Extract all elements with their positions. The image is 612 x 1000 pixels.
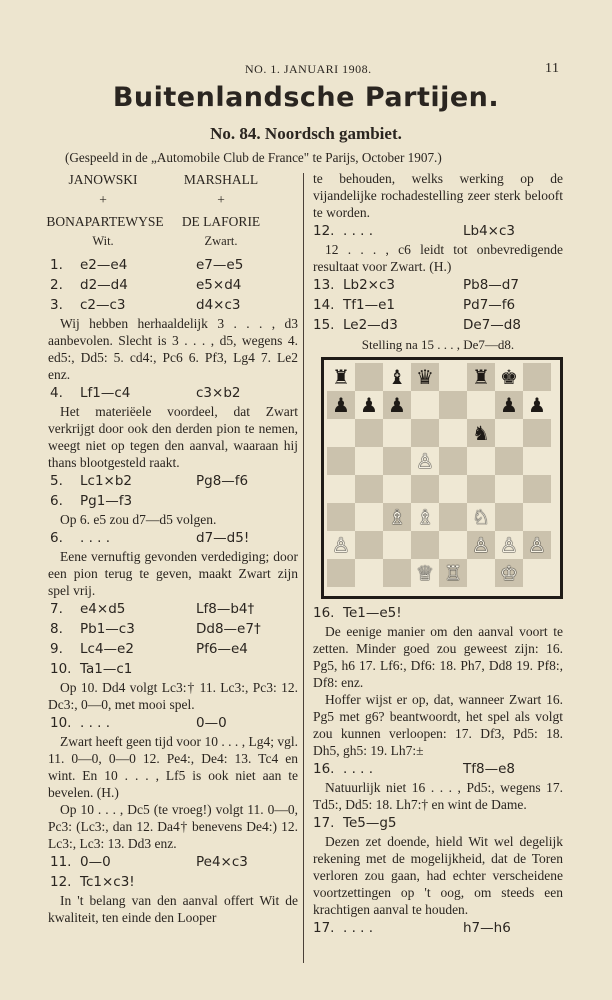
commentary-paragraph: Op 10 . . . , Dc5 (te vroeg!) volgt 11. 0—0, Pc3: (Lc3:, dan 12. Da4† benevens De4:) 12. Lc3:, Lc3: 13. Dd3 enz. [48, 802, 298, 851]
board-square [383, 559, 411, 587]
commentary-paragraph: Eene vernuftig gevonden verdediging; door een pion terug te geven, maakt Zwart zijn spel vrij. [48, 549, 298, 598]
move-row [48, 255, 298, 275]
board-square [383, 363, 411, 391]
commentary-paragraph: te behouden, welks werking op de vijandelijke rochadestelling zeer sterk belooft te worden. [313, 171, 563, 220]
move-number: 12. [50, 874, 72, 890]
board-square [411, 447, 439, 475]
white-move: . . . . [343, 920, 374, 936]
board-square [467, 363, 495, 391]
move-row [313, 295, 563, 315]
white-move: d2—d4 [80, 277, 128, 293]
white-move: Tf1—e1 [343, 297, 395, 313]
move-row [313, 603, 563, 623]
move-number: 1. [50, 257, 63, 273]
board-square [327, 559, 355, 587]
board-square [495, 419, 523, 447]
white-move: Te5—g5 [343, 815, 397, 831]
board-square [411, 503, 439, 531]
board-square [439, 559, 467, 587]
white-move: . . . . [80, 715, 111, 731]
right-moves-bottom [313, 603, 563, 938]
move-row [313, 221, 563, 241]
black-knight-icon: ♞ [472, 421, 490, 445]
black-pawn-icon: ♟ [360, 393, 378, 417]
move-row [313, 275, 563, 295]
white-move: Lc1×b2 [80, 473, 133, 489]
move-number: 17. [313, 815, 335, 831]
move-row [48, 713, 298, 733]
board-square [327, 447, 355, 475]
black-pawn-icon: ♟ [500, 393, 518, 417]
move-number: 3. [50, 297, 63, 313]
move-row [313, 315, 563, 335]
board-square [355, 391, 383, 419]
move-row [48, 659, 298, 679]
chess-board [327, 363, 551, 587]
move-number: 14. [313, 297, 335, 313]
black-move: Pe4×c3 [196, 854, 248, 870]
move-row [48, 275, 298, 295]
move-number: 17. [313, 920, 335, 936]
black-pawn-icon: ♟ [332, 393, 350, 417]
white-move: 0—0 [80, 854, 111, 870]
black-move: e7—e5 [196, 257, 244, 273]
white-pawn-icon: ♙ [472, 533, 490, 557]
chess-diagram [321, 357, 563, 599]
black-move: d4×c3 [196, 297, 241, 313]
white-move: c2—c3 [80, 297, 126, 313]
board-square [327, 503, 355, 531]
move-row [313, 759, 563, 779]
commentary-paragraph: Op 10. Dd4 volgt Lc3:† 11. Lc3:, Pc3: 12. Dc3:, 0—0, met mooi spel. [48, 680, 298, 712]
page-title: Buitenlandsche Partijen. [112, 82, 500, 113]
board-square [439, 391, 467, 419]
move-number: 6. [50, 493, 63, 509]
board-square [523, 475, 551, 503]
black-move: Lf8—b4† [196, 601, 255, 617]
running-header [0, 62, 612, 78]
move-number: 10. [50, 661, 72, 677]
white-bishop-icon: ♗ [416, 505, 434, 529]
black-player-1: MARSHALL [183, 172, 259, 187]
board-square [327, 419, 355, 447]
white-move: Le2—d3 [343, 317, 398, 333]
move-row [48, 383, 298, 403]
black-move: 0—0 [196, 715, 227, 731]
black-move: h7—h6 [463, 920, 511, 936]
black-move: Dd8—e7† [196, 621, 261, 637]
move-number: 12. [313, 223, 335, 239]
game-title: No. 84. Noordsch gambiet. [210, 124, 402, 143]
page-number: 11 [545, 61, 560, 76]
commentary-paragraph: 12 . . . , c6 leidt tot onbevredigende resultaat voor Zwart. (H.) [313, 242, 563, 274]
left-column [48, 171, 298, 926]
board-square [327, 475, 355, 503]
white-move: . . . . [343, 223, 374, 239]
white-pawn-icon: ♙ [332, 533, 350, 557]
board-square [495, 503, 523, 531]
board-square [355, 447, 383, 475]
black-bishop-icon: ♝ [388, 365, 406, 389]
black-move: Lb4×c3 [463, 223, 516, 239]
move-row [48, 619, 298, 639]
board-square [383, 475, 411, 503]
commentary-paragraph: Zwart heeft geen tijd voor 10 . . . , Lg4; vgl. 11. 0—0, 0—0 12. Pe4:, De4: 13. Tc4 en wint. En 10 . . . , Lf5 is ook niet aan te bevelen. (H.) [48, 734, 298, 800]
white-rook-icon: ♖ [444, 561, 462, 585]
white-move: e4×d5 [80, 601, 126, 617]
board-square [523, 419, 551, 447]
move-row [48, 491, 298, 511]
white-move: Lb2×c3 [343, 277, 396, 293]
move-number: 16. [313, 605, 335, 621]
left-moves [48, 255, 298, 926]
black-rook-icon: ♜ [472, 365, 490, 389]
board-square [411, 531, 439, 559]
board-square [383, 447, 411, 475]
commentary-paragraph: Dezen zet doende, hield Wit wel degelijk rekening met de mogelijkheid, dat de Toren verloren zou gaan, had echter verscheidene voortzettingen op 't oog, om steeds een krachtigen aanval te houden. [313, 834, 563, 917]
board-square [383, 419, 411, 447]
right-column [313, 170, 563, 938]
white-move: Pb1—c3 [80, 621, 135, 637]
board-square [523, 503, 551, 531]
move-row [48, 295, 298, 315]
board-square [439, 447, 467, 475]
white-move: Pg1—f3 [80, 493, 133, 509]
move-row [313, 813, 563, 833]
board-square [495, 391, 523, 419]
black-pawn-icon: ♟ [388, 393, 406, 417]
plus-sign-black: + [217, 192, 225, 207]
board-square [327, 391, 355, 419]
board-square [355, 503, 383, 531]
move-row [313, 918, 563, 938]
move-number: 4. [50, 385, 63, 401]
move-number: 15. [313, 317, 335, 333]
board-square [467, 503, 495, 531]
move-row [48, 639, 298, 659]
board-square [383, 503, 411, 531]
board-square [439, 363, 467, 391]
board-square [355, 475, 383, 503]
board-square [495, 559, 523, 587]
commentary-paragraph: In 't belang van den aanval offert Wit de kwaliteit, ten einde den Looper [48, 893, 298, 925]
move-number: 9. [50, 641, 63, 657]
black-queen-icon: ♛ [416, 365, 434, 389]
white-move: . . . . [343, 761, 374, 777]
board-square [495, 531, 523, 559]
board-square [495, 447, 523, 475]
board-square [467, 531, 495, 559]
move-row [48, 872, 298, 892]
black-player-2: DE LAFORIE [181, 214, 261, 229]
move-row [48, 471, 298, 491]
game-venue: (Gespeeld in de „Automobile Club de France" te Parijs, October 1907.) [65, 150, 442, 165]
board-square [411, 419, 439, 447]
white-label: Wit. [92, 234, 114, 248]
board-square [523, 531, 551, 559]
board-square [523, 559, 551, 587]
board-square [495, 475, 523, 503]
move-number: 13. [313, 277, 335, 293]
move-number: 8. [50, 621, 63, 637]
white-pawn-icon: ♙ [416, 449, 434, 473]
move-number: 10. [50, 715, 72, 731]
move-number: 2. [50, 277, 63, 293]
black-move: e5×d4 [196, 277, 242, 293]
white-move: Tc1×c3! [80, 874, 135, 890]
board-square [355, 559, 383, 587]
white-move: Ta1—c1 [80, 661, 133, 677]
issue-date: NO. 1. JANUARI 1908. [245, 62, 372, 76]
board-square [467, 447, 495, 475]
board-square [383, 531, 411, 559]
board-square [411, 559, 439, 587]
move-number: 6. [50, 530, 63, 546]
move-number: 7. [50, 601, 63, 617]
board-square [439, 503, 467, 531]
move-row [48, 852, 298, 872]
white-bishop-icon: ♗ [388, 505, 406, 529]
board-square [355, 531, 383, 559]
white-player-2: BONAPARTEWYSE [46, 214, 164, 229]
move-row [48, 528, 298, 548]
board-square [327, 363, 355, 391]
black-move: Pb8—d7 [463, 277, 519, 293]
white-move: Te1—e5! [343, 605, 402, 621]
plus-sign-white: + [99, 192, 107, 207]
board-square [467, 559, 495, 587]
board-square [327, 531, 355, 559]
board-square [523, 363, 551, 391]
column-divider [303, 173, 304, 963]
white-pawn-icon: ♙ [528, 533, 546, 557]
white-knight-icon: ♘ [472, 505, 490, 529]
board-square [523, 447, 551, 475]
board-square [355, 419, 383, 447]
board-square [411, 475, 439, 503]
black-move: Pf6—e4 [196, 641, 248, 657]
white-queen-icon: ♕ [416, 561, 434, 585]
white-move: Lc4—e2 [80, 641, 134, 657]
board-square [495, 363, 523, 391]
black-king-icon: ♚ [500, 365, 518, 389]
commentary-paragraph: Op 6. e5 zou d7—d5 volgen. [60, 512, 217, 527]
move-number: 16. [313, 761, 335, 777]
black-move: c3×b2 [196, 385, 241, 401]
commentary-paragraph: Wij hebben herhaaldelijk 3 . . . , d3 aanbevolen. Slecht is 3 . . . , d5, wegens 4. ed5:, Dd5: 5. cd4:, Pc6 6. Pf3, Lg4 7. Le2 enz. [48, 316, 298, 382]
white-player-1: JANOWSKI [68, 172, 138, 187]
board-square [411, 391, 439, 419]
commentary-paragraph: Het materiëele voordeel, dat Zwart verkrijgt door ook den derden pion te nemen, weegt niet op tegen den aanval, waaraan hij thans blootgesteld raakt. [48, 404, 298, 470]
black-label: Zwart. [204, 234, 238, 248]
white-pawn-icon: ♙ [500, 533, 518, 557]
black-move: Pg8—f6 [196, 473, 249, 489]
board-square [439, 531, 467, 559]
move-number: 5. [50, 473, 63, 489]
black-move: d7—d5! [196, 530, 250, 546]
black-move: Pd7—f6 [463, 297, 516, 313]
players-block [48, 171, 298, 255]
board-square [467, 475, 495, 503]
board-square [439, 419, 467, 447]
move-row [48, 599, 298, 619]
board-square [467, 391, 495, 419]
board-square [383, 391, 411, 419]
black-move: De7—d8 [463, 317, 521, 333]
white-move: e2—e4 [80, 257, 128, 273]
move-number: 11. [50, 854, 72, 870]
white-move: Lf1—c4 [80, 385, 131, 401]
black-move: Tf8—e8 [463, 761, 515, 777]
board-square [411, 363, 439, 391]
board-square [439, 475, 467, 503]
commentary-paragraph: Natuurlijk niet 16 . . . , Pd5:, wegens 17. Td5:, Dd5: 18. Lh7:† en wint de Dame. [313, 780, 563, 812]
board-square [523, 391, 551, 419]
board-square [467, 419, 495, 447]
white-move: . . . . [80, 530, 111, 546]
commentary-paragraph: Hoffer wijst er op, dat, wanneer Zwart 16. Pg5 met g6? beantwoordt, het spel als volgt zou kunnen verloopen: 17. Df3, Pd5: 18. Dh5, gh5: 19. Lh7:± [313, 692, 563, 758]
diagram-caption: Stelling na 15 . . . , De7—d8. [361, 337, 515, 352]
white-king-icon: ♔ [500, 561, 518, 585]
black-pawn-icon: ♟ [528, 393, 546, 417]
board-square [355, 363, 383, 391]
right-moves-top [313, 170, 563, 335]
commentary-paragraph: De eenige manier om den aanval voort te zetten. Minder goed zou geweest zijn: 16. Pg5, h6 17. Lf6:, Df6: 18. Ph7, Dd8 19. Pf8:, Df8: enz. [313, 624, 563, 690]
black-rook-icon: ♜ [332, 365, 350, 389]
